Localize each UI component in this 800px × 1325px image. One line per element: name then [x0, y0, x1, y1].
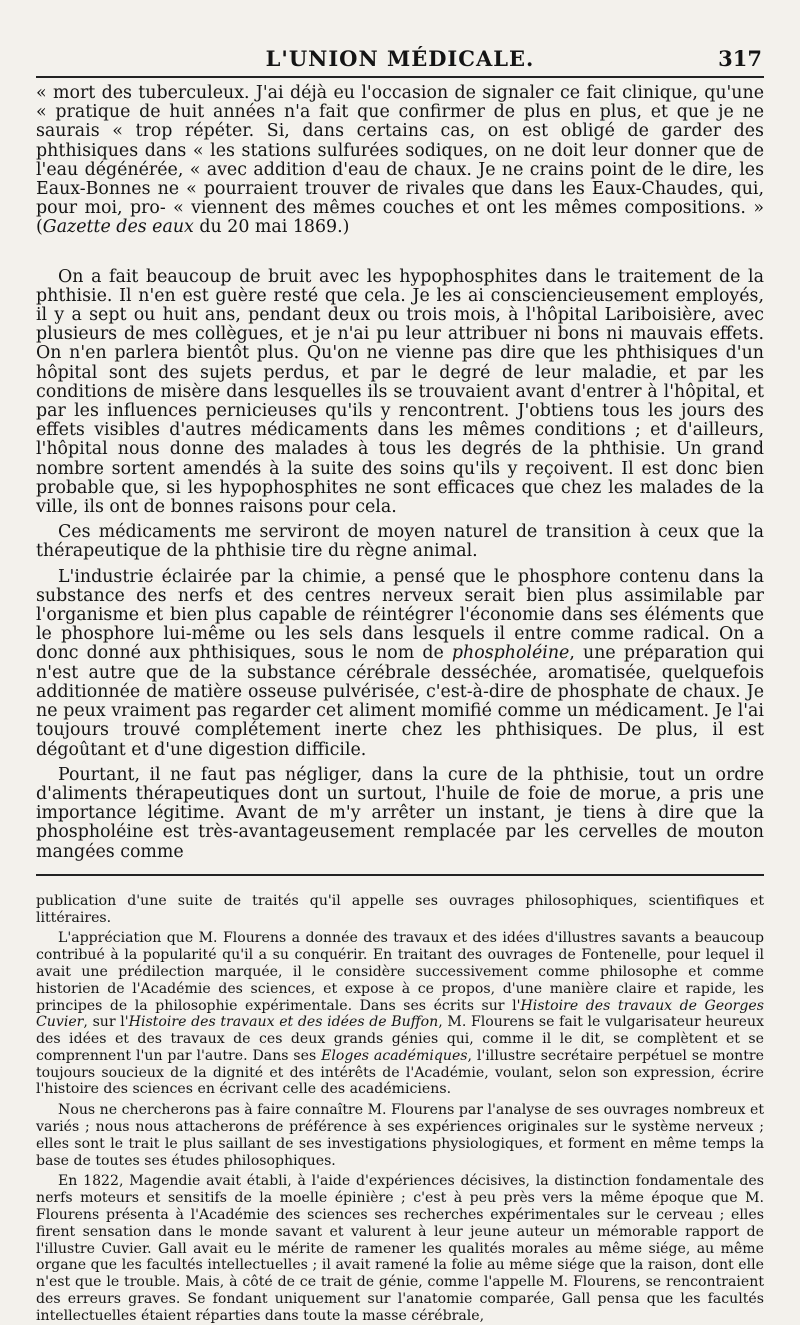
feuilleton-column — [36, 893, 764, 1325]
feuilleton-paragraph: Nous ne chercherons pas à faire connaître M. Flourens par l'analyse de ses ouvrages nombreux et variés ; nous nous attacherons de préférence à ses expériences originales sur le système nerveux ; elles sont le trait le plus saillant de ses investigations physiologiques, et forment en même temps la base de toutes ses études philosophiques. — [36, 1102, 764, 1169]
n2-text-d: , l'illustre secrétaire perpétuel se montre toujours soucieux de la dignité et des intérêts de l'Académie, voulant, selon son expression, écrire l'histoire des sciences en écrivant celle des académiciens. — [36, 1047, 764, 1098]
feuilleton-paragraph: publication d'une suite de traités qu'il appelle ses ouvrages philosophiques, scientifiques et littéraires. — [36, 892, 764, 926]
paragraph-transition: Ces médicaments me serviront de moyen naturel de transition à ceux que la thérapeutique de la phthisie tire du règne animal. — [36, 522, 764, 562]
header-rule — [36, 76, 764, 78]
paragraph-cod-liver-oil: Pourtant, il ne faut pas négliger, dans la cure de la phthisie, tout un ordre d'aliments thérapeutiques dont un surtout, l'huile de foie de morue, a pris une importance légitime. Avant de m'y arrêter un instant, je tiens à dire que la phospholéine est très-avantageusement remplacée par les cervelles de mouton mangées comme — [36, 764, 764, 862]
p3-text-a: L'industrie éclairée par la chimie, a pensé que le phosphore contenu dans la substance des nerfs et des centres nerveux serait bien plus assimilable par l'organisme et bien plus capable de réintégrer l'économie dans ses éléments que le phosphore lui-même ou les sels dans lesquels il entre comme radical. On a donc donné aux phthisiques, sous le nom de — [36, 566, 764, 664]
page-number: 317 — [718, 46, 762, 71]
phospholeine-term: phospholéine — [451, 643, 570, 664]
running-head — [36, 40, 764, 76]
p3-text-b: , une préparation qui n'est autre que de la substance cérébrale desséchée, aromatisée, quelquefois additionnée de matière osseuse pulvérisée, c'est-à-dire de phosphate de chaux. Je ne peux vraiment pas regarder cet aliment momifié comme un médicament. Je l'ai toujours trouvé complétement inerte chez les phthisiques. De plus, il est dégoûtant et d'une digestion difficile. — [36, 643, 764, 760]
buffon-title: Histoire des travaux et des idées de Buffon — [128, 1014, 439, 1031]
quoted-passage — [36, 84, 764, 238]
feuilleton-paragraph — [36, 930, 764, 1098]
eloges-title: Eloges académiques — [321, 1047, 468, 1064]
main-column — [36, 84, 764, 862]
quote-text: « mort des tuberculeux. J'ai déjà eu l'occasion de signaler ce fait clinique, qu'une « pratique de huit années n'a fait que confirmer de plus en plus, et que je ne saurais « trop répéter. Si, dans certains cas, on est obligé de garder des phthisiques dans « les stations sulfurées sodiques, on ne doit leur donner que de l'eau dégénérée, « avec addition d'eau de chaux. Je ne crains point de le dire, les Eaux-Bonnes ne « pourraient trouver de rivales que dans les Eaux-Chaudes, qui, pour moi, pro- « viennent des mêmes couches et ont les mêmes compositions. » ( — [36, 83, 764, 238]
feuilleton-separator — [36, 874, 764, 879]
n2-text-b: , sur l' — [83, 1014, 129, 1031]
feuilleton-paragraph: En 1822, Magendie avait établi, à l'aide d'expériences décisives, la distinction fondamentale des nerfs moteurs et sensitifs de la moelle épinière ; c'est à peu près vers la même époque que M. Flourens présenta à l'Académie des sciences ses recherches expérimentales sur le cerveau ; elles firent sensation dans le monde savant et valurent à leur jeune auteur un mémorable rapport de l'illustre Cuvier. Gall avait eu le mérite de ramener les qualités morales au même siége, au même organe que les facultés intellectuelles ; il avait ramené la folie au même siége que la raison, dont elle n'est que le trouble. Mais, à côté de ce trait de génie, comme l'appelle M. Flourens, se rencontraient des erreurs graves. Se fondant uniquement sur l'anatomie comparée, Gall pensa que les facultés intellectuelles étaient réparties dans toute la masse cérébrale, — [36, 1173, 764, 1324]
paragraph-hypophosphites: On a fait beaucoup de bruit avec les hypophosphites dans le traitement de la phthisie. Il n'en est guère resté que cela. Je les ai consciencieusement employés, il y a sept ou huit ans, pendant deux ou trois mois, à l'hôpital Lariboisière, avec plusieurs de mes collègues, et je n'ai pu leur attribuer ni bons ni mauvais effets. On n'en parlera bientôt plus. Qu'on ne vienne pas dire que les phthisiques d'un hôpital sont des sujets perdus, et par le degré de leur maladie, et par les conditions de misère dans lesquelles ils se trouvaient avant d'entrer à l'hôpital, et par les influences pernicieuses qu'ils y rencontrent. J'obtiens tous les jours des effets visibles d'autres médicaments dans les mêmes conditions ; et d'ailleurs, l'hôpital nous donne des malades à tous les degrés de la phthisie. Un grand nombre sortent amendés à la suite des soins qu'ils y reçoivent. Il est donc bien probable que, si les hypophosphites ne sont efficaces que chez les malades de la ville, ils ont de bonnes raisons pour cela. — [36, 266, 764, 518]
paragraph-phospholeine — [36, 568, 764, 760]
quote-source: Gazette des eaux — [42, 217, 194, 238]
journal-title: L'UNION MÉDICALE. — [265, 46, 535, 71]
n2-text-c: , M. Flourens se fait le vulgarisateur heureux des idées et des travaux de ces deux grands génies qui, comme il le dit, se complètent et se comprennent l'un par l'autre. Dans ses — [36, 1014, 764, 1064]
cuvier-title: Histoire des travaux de Georges Cuvier — [36, 997, 764, 1031]
n2-text-a: L'appréciation que M. Flourens a donnée des travaux et des idées d'illustres savants a beaucoup contribué à la popularité qu'il a su conquérir. En traitant des ouvrages de Fontenelle, pour lequel il avait une prédilection marquée, il le considère successivement comme philosophe et comme historien de l'Académie des sciences, et expose à ce propos, d'une manière claire et rapide, les principes de la philosophie expérimentale. Dans ses écrits sur l' — [36, 930, 764, 1014]
quote-date: du 20 mai 1869.) — [193, 217, 350, 238]
